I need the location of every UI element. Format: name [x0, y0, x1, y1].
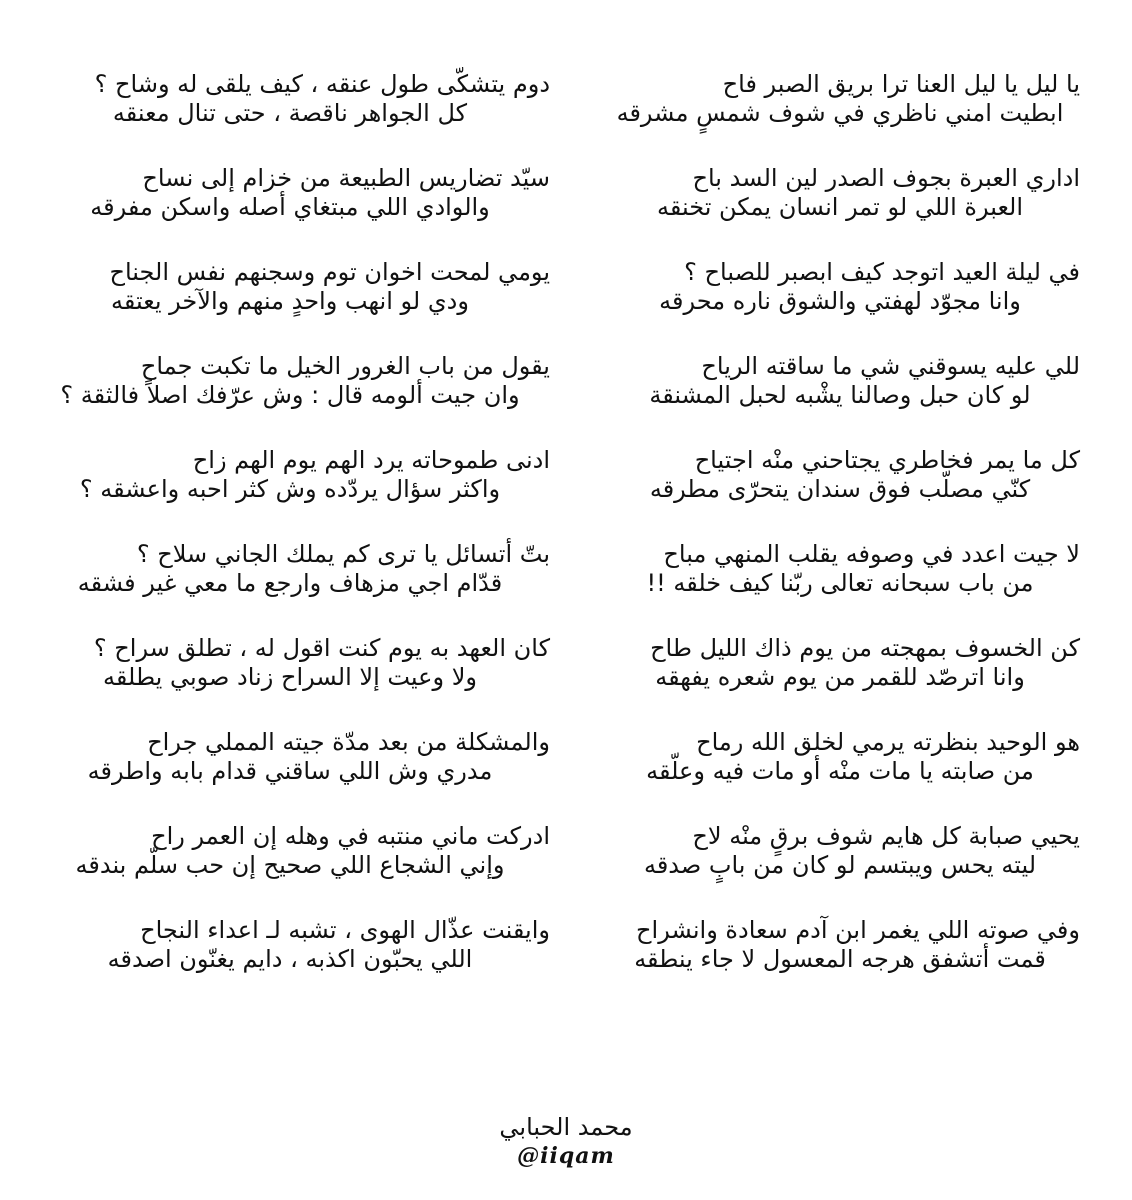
stanza	[30, 728, 550, 822]
verse-line: سيّد تضاريس الطبيعة من خزام إلى نساح	[142, 164, 550, 192]
signature	[466, 1112, 666, 1170]
verse-line: وانا مجوّد لهفتي والشوق ناره محرقه	[659, 287, 1021, 315]
verse-line: وفي صوته اللي يغمر ابن آدم سعادة وانشراح	[636, 916, 1080, 944]
verse-line: ليته يحس ويبتسم لو كان من بابٍ صدقه	[643, 851, 1037, 879]
stanza	[30, 916, 550, 1010]
verse-line: يا ليل يا ليل العنا ترا بريق الصبر فاح	[722, 70, 1080, 98]
poem-column-right	[600, 70, 1080, 1010]
stanza	[30, 164, 550, 258]
stanza	[30, 634, 550, 728]
verse-line: وان جيت ألومه قال : وش عرّفك اصلاً فالثقة ؟	[60, 381, 520, 409]
verse-line: لا جيت اعدد في وصوفه يقلب المنهي مباح	[663, 540, 1080, 568]
stanza	[600, 164, 1080, 258]
verse-line: يومي لمحت اخوان توم وسجنهم نفس الجناح	[109, 258, 550, 286]
stanza	[30, 540, 550, 634]
stanza	[600, 258, 1080, 352]
poem-column-left	[30, 70, 550, 1010]
verse-line: ولا وعيت إلا السراح زناد صوبي يطلقه	[103, 663, 477, 691]
verse-line: مدري وش اللي ساقني قدام بابه واطرقه	[87, 757, 493, 785]
verse-line: للي عليه يسوقني شي ما ساقته الرياح	[701, 352, 1080, 380]
verse-line: والوادي اللي مبتغاي أصله واسكن مفرقه	[90, 193, 490, 221]
verse-line: كن الخسوف بمهجته من يوم ذاك الليل طاح	[650, 634, 1080, 662]
verse-line: دوم يتشكّى طول عنقه ، كيف يلقى له وشاح ؟	[94, 70, 550, 98]
verse-line: والمشكلة من بعد مدّة جيته المملي جراح	[147, 728, 550, 756]
stanza	[30, 352, 550, 446]
stanza	[30, 70, 550, 164]
verse-line: ودي لو انهب واحدٍ منهم والآخر يعتقه	[111, 287, 469, 315]
verse-line: اللي يحبّون اكذبه ، دايم يغنّون اصدقه	[107, 945, 473, 973]
stanza	[30, 822, 550, 916]
verse-line: كل الجواهر ناقصة ، حتى تنال معنقه	[112, 99, 468, 127]
verse-line: وانا اترصّد للقمر من يوم شعره يفهقه	[655, 663, 1025, 691]
author-name: محمد الحبابي	[499, 1113, 633, 1141]
stanza	[600, 822, 1080, 916]
stanza	[600, 728, 1080, 822]
verse-line: يحيي صبابة كل هايم شوف برقٍ منْه لاح	[692, 822, 1080, 850]
stanza	[600, 634, 1080, 728]
stanza	[30, 446, 550, 540]
verse-line: واكثر سؤال يردّده وش كثر احبه واعشقه ؟	[79, 475, 501, 503]
verse-line: قدّام اجي مزهاف وارجع ما معي غير فشقه	[77, 569, 503, 597]
stanza	[600, 352, 1080, 446]
stanza	[30, 258, 550, 352]
verse-line: وإني الشجاع اللي صحيح إن حب سلّم بندقه	[75, 851, 505, 879]
verse-line: من صابته يا مات منْه أو مات فيه وعلّقه	[646, 757, 1034, 785]
author-handle: @iiqam	[517, 1143, 615, 1169]
verse-line: ادركت ماني منتبه في وهله إن العمر راح	[151, 822, 550, 850]
verse-line: من باب سبحانه تعالى ربّنا كيف خلقه !!	[646, 569, 1034, 597]
verse-line: كان العهد به يوم كنت اقول له ، تطلق سراح ؟	[93, 634, 550, 662]
verse-line: بتّ أتسائل يا ترى كم يملك الجاني سلاح ؟	[136, 540, 550, 568]
verse-line: كل ما يمر فخاطري يجتاحني منْه اجتياح	[694, 446, 1080, 474]
verse-line: اداري العبرة بجوف الصدر لين السد باح	[692, 164, 1080, 192]
stanza	[600, 446, 1080, 540]
verse-line: هو الوحيد بنظرته يرمي لخلق الله رماح	[696, 728, 1080, 756]
verse-line: ادنى طموحاته يرد الهم يوم الهم زاح	[192, 446, 550, 474]
verse-line: العبرة اللي لو تمر انسان يمكن تخنقه	[656, 193, 1024, 221]
verse-line: في ليلة العيد اتوجد كيف ابصبر للصباح ؟	[684, 258, 1080, 286]
verse-line: وايقنت عذّال الهوى ، تشبه لـ اعداء النجاح	[140, 916, 550, 944]
stanza	[600, 70, 1080, 164]
verse-line: يقول من باب الغرور الخيل ما تكبت جماح	[140, 352, 550, 380]
verse-line: لو كان حبل وصالنا يشْبه لحبل المشنقة	[649, 381, 1031, 409]
stanza	[600, 540, 1080, 634]
verse-line: قمت أتشفق هرجه المعسول لا جاء ينطقه	[634, 945, 1046, 973]
verse-line: كنّي مصلّب فوق سندان يتحرّى مطرقه	[649, 475, 1031, 503]
verse-line: ابطيت امني ناظري في شوف شمسٍ مشرقه	[616, 99, 1064, 127]
stanza	[600, 916, 1080, 1010]
